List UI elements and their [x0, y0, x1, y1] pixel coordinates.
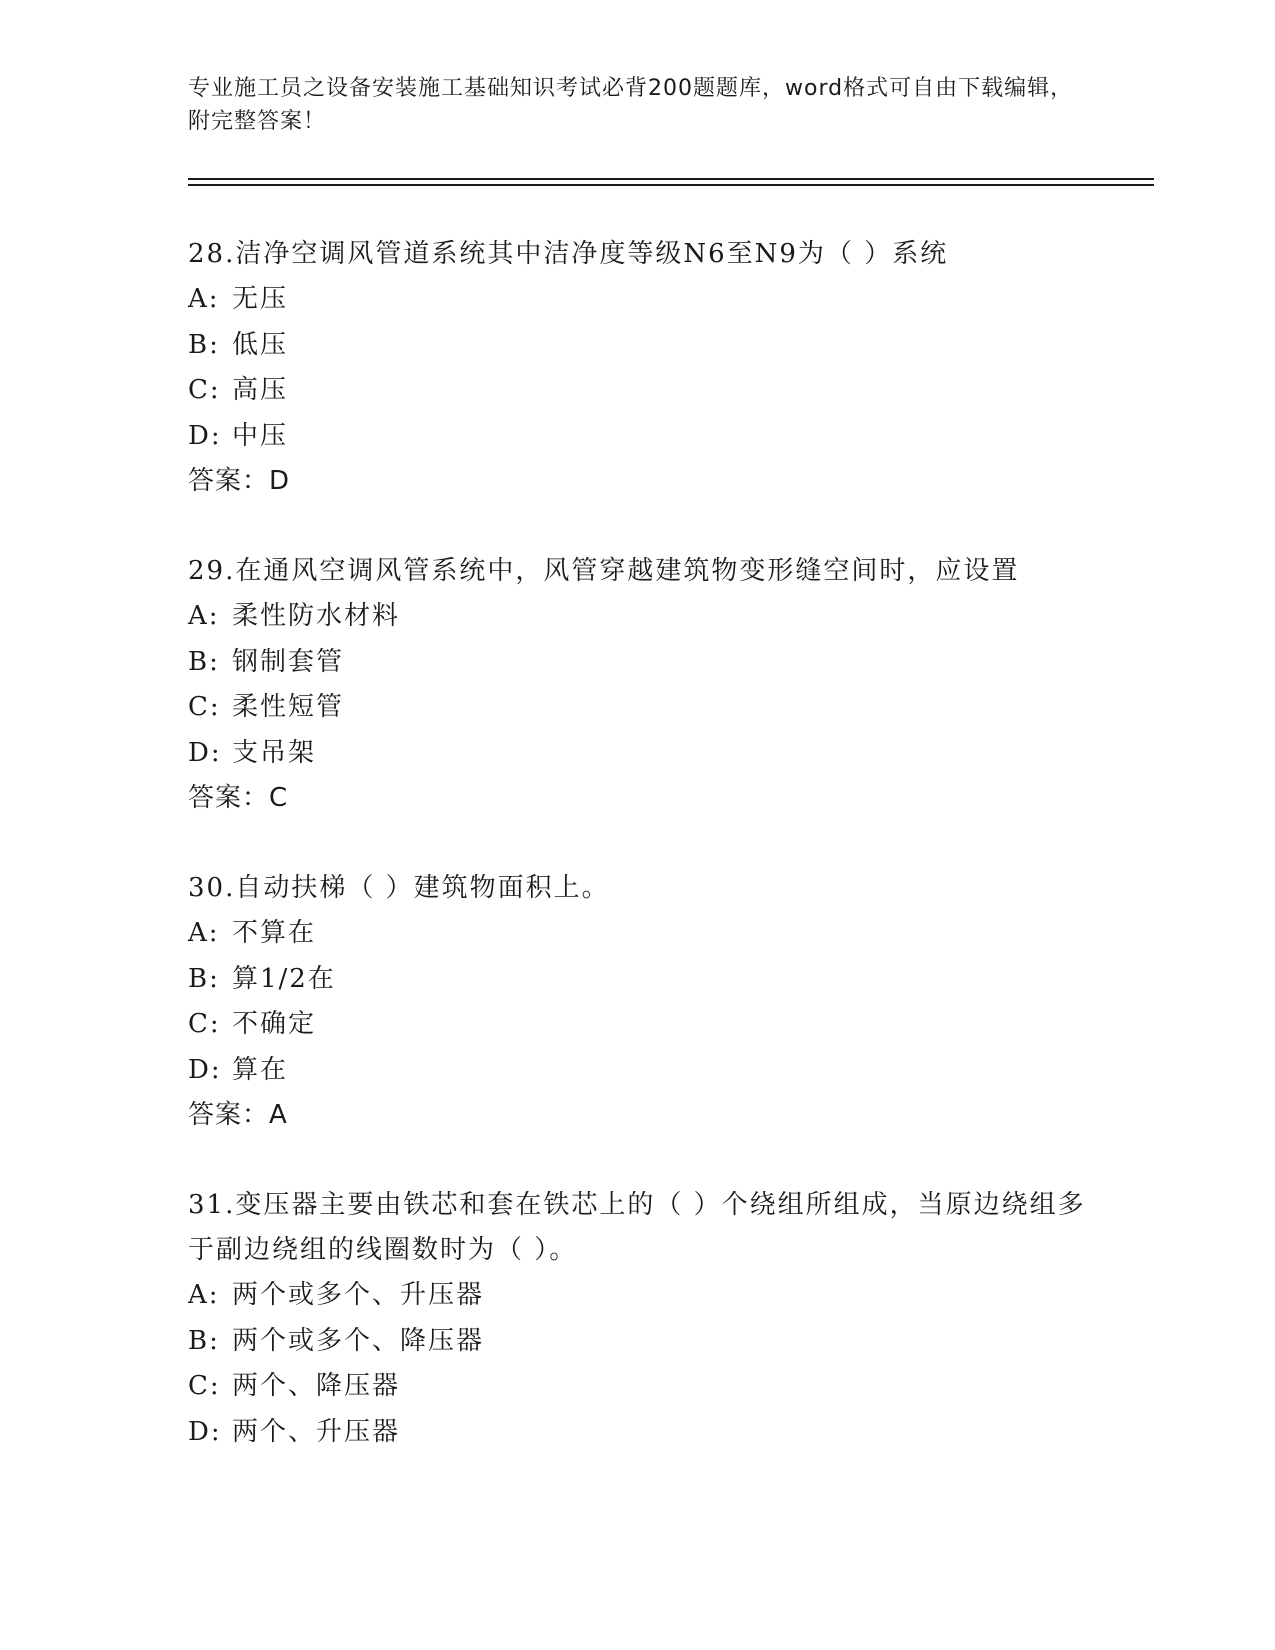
header-rule-bottom: [188, 184, 1154, 186]
option-key: B:: [188, 963, 220, 994]
option-a: [188, 277, 1088, 323]
answer: 答案：D: [188, 466, 291, 496]
option-text: 两个或多个、降压器: [232, 1325, 485, 1356]
option-b: [188, 957, 1088, 1003]
question-text: 29.在通风空调风管系统中，风管穿越建筑物变形缝空间时，应设置: [188, 556, 1020, 586]
option-key: B:: [188, 646, 220, 677]
option-text: 算在: [232, 1054, 289, 1085]
option-b: [188, 1319, 1088, 1365]
answer: 答案：A: [188, 1100, 288, 1130]
option-b: [188, 640, 1088, 686]
option-a: [188, 1273, 1088, 1319]
option-key: D:: [188, 420, 222, 451]
option-text: 算1/2在: [232, 963, 336, 994]
option-c: [188, 1002, 1088, 1048]
option-c: [188, 685, 1088, 731]
option-c: [188, 1364, 1088, 1410]
option-text: 不确定: [232, 1009, 317, 1039]
option-a: [188, 911, 1088, 957]
option-key: B:: [188, 329, 220, 360]
option-key: D:: [188, 1416, 222, 1447]
answer: 答案：C: [188, 783, 289, 813]
option-d: [188, 1410, 1088, 1456]
option-key: A:: [188, 918, 220, 948]
option-key: C:: [188, 1371, 221, 1401]
option-key: A:: [188, 601, 220, 631]
header-rule-top: [188, 178, 1154, 180]
option-text: 柔性短管: [232, 692, 345, 722]
option-d: [188, 414, 1088, 460]
question-31: [188, 1183, 1088, 1455]
option-c: [188, 368, 1088, 414]
option-b: [188, 323, 1088, 369]
option-key: D:: [188, 1054, 222, 1085]
option-text: 两个、降压器: [232, 1371, 401, 1401]
option-text: 无压: [232, 284, 289, 314]
option-text: 两个或多个、升压器: [232, 1280, 485, 1310]
option-text: 柔性防水材料: [232, 601, 401, 631]
option-d: [188, 1048, 1088, 1094]
question-30: [188, 866, 1088, 1138]
option-key: C:: [188, 375, 221, 405]
question-text: 30.自动扶梯（ ）建筑物面积上。: [188, 873, 610, 903]
question-28: [188, 232, 1088, 504]
option-key: C:: [188, 1009, 221, 1039]
option-text: 不算在: [232, 918, 317, 948]
question-text: 31.变压器主要由铁芯和套在铁芯上的（ ）个绕组所组成，当原边绕组多于副边绕组的线圈数时为（ ）。: [188, 1190, 1086, 1265]
question-29: [188, 549, 1088, 821]
option-d: [188, 731, 1088, 777]
option-text: 钢制套管: [232, 646, 345, 677]
option-text: 低压: [232, 329, 289, 360]
option-key: C:: [188, 692, 221, 722]
option-text: 支吊架: [232, 737, 317, 768]
option-key: D:: [188, 737, 222, 768]
option-key: B:: [188, 1325, 220, 1356]
option-text: 中压: [232, 420, 289, 451]
option-a: [188, 594, 1088, 640]
option-key: A:: [188, 284, 220, 314]
document-header: 专业施工员之设备安装施工基础知识考试必背200题题库，word格式可自由下载编辑，附完整答案！: [188, 76, 1074, 134]
question-text: 28.洁净空调风管道系统其中洁净度等级N6至N9为（ ）系统: [188, 239, 949, 269]
option-text: 高压: [232, 375, 289, 405]
option-key: A:: [188, 1280, 220, 1310]
option-text: 两个、升压器: [232, 1416, 401, 1447]
